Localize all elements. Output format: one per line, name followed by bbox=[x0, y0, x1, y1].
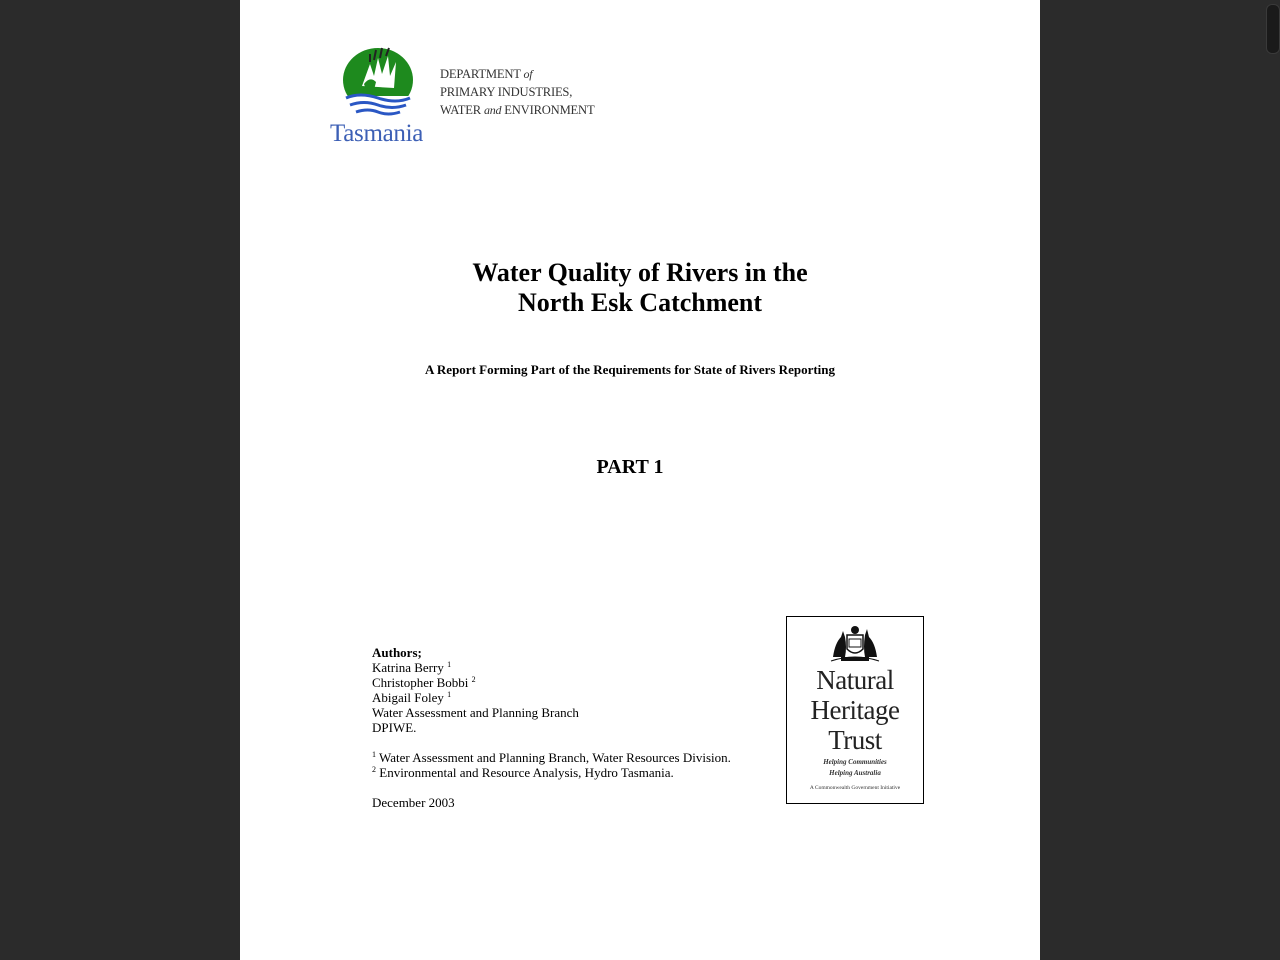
dept-line-1: DEPARTMENT bbox=[440, 67, 521, 81]
department-name bbox=[440, 65, 594, 119]
dpiwe-logo bbox=[330, 44, 440, 154]
dept-line-2: PRIMARY INDUSTRIES, bbox=[440, 85, 573, 99]
nht-name-line: Trust bbox=[828, 725, 882, 755]
footnote-text: Environmental and Resource Analysis, Hydro Tasmania. bbox=[379, 765, 674, 780]
author-name: Katrina Berry bbox=[372, 660, 444, 675]
author-org: DPIWE. bbox=[372, 720, 417, 735]
author-item bbox=[372, 690, 731, 705]
nht-name-line: Natural bbox=[816, 665, 894, 695]
nht-initiative: A Commonwealth Government Initiative bbox=[809, 785, 901, 791]
nht-tagline bbox=[787, 757, 923, 779]
document-page bbox=[240, 0, 1040, 960]
nht-tagline-line: Helping Communities bbox=[823, 758, 887, 766]
footnote bbox=[372, 750, 731, 765]
nht-name bbox=[787, 665, 923, 755]
author-note: 2 bbox=[471, 675, 476, 684]
natural-heritage-trust-logo bbox=[786, 616, 924, 804]
tasmania-emblem-icon bbox=[340, 46, 416, 120]
title-line-2: North Esk Catchment bbox=[517, 288, 763, 317]
document-title bbox=[240, 258, 1040, 318]
author-name: Abigail Foley bbox=[372, 690, 444, 705]
dept-line-3a: WATER bbox=[440, 103, 481, 117]
author-item bbox=[372, 660, 731, 675]
nht-name-line: Heritage bbox=[810, 695, 900, 725]
nht-tagline-line: Helping Australia bbox=[829, 769, 881, 777]
author-item bbox=[372, 675, 731, 690]
footnote bbox=[372, 765, 731, 780]
footnote-text: Water Assessment and Planning Branch, Water Resources Division. bbox=[379, 750, 731, 765]
document-subtitle: A Report Forming Part of the Requirements for State of Rivers Reporting bbox=[424, 362, 836, 377]
footnote-mark: 1 bbox=[372, 750, 376, 759]
part-label: PART 1 bbox=[596, 456, 664, 478]
title-line-1: Water Quality of Rivers in the bbox=[472, 258, 808, 287]
tasmania-wordmark: Tasmania bbox=[330, 120, 424, 147]
authors-block bbox=[372, 645, 731, 810]
publication-date: December 2003 bbox=[372, 795, 455, 810]
dept-of: of bbox=[523, 67, 533, 81]
author-branch: Water Assessment and Planning Branch bbox=[372, 705, 579, 720]
vertical-scrollbar[interactable] bbox=[1266, 4, 1280, 54]
author-name: Christopher Bobbi bbox=[372, 675, 469, 690]
footnote-mark: 2 bbox=[372, 765, 376, 774]
author-note: 1 bbox=[447, 690, 452, 699]
author-note: 1 bbox=[447, 660, 452, 669]
dept-line-3b: ENVIRONMENT bbox=[504, 103, 595, 117]
coat-of-arms-icon bbox=[827, 623, 883, 665]
authors-heading: Authors; bbox=[372, 645, 422, 660]
dept-and: and bbox=[483, 103, 502, 117]
